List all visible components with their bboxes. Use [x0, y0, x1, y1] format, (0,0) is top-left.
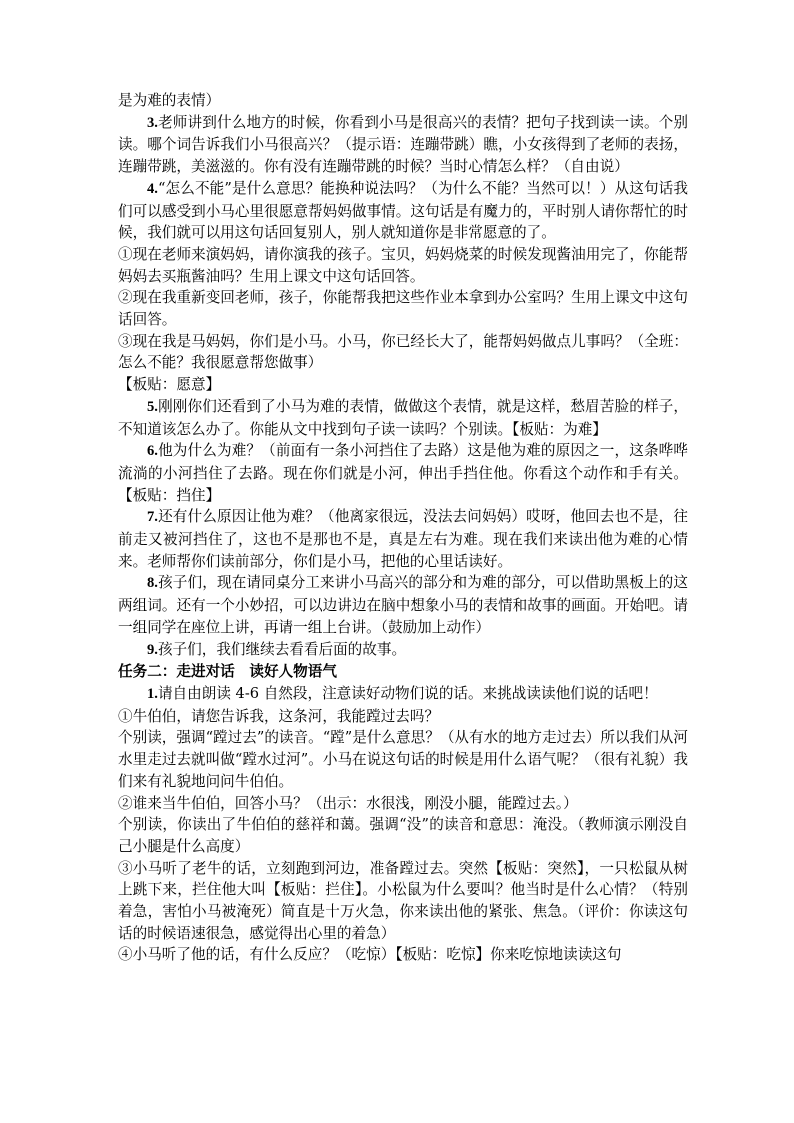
lesson-text [118, 90, 688, 966]
paragraph-continuation: 是为难的表情） [118, 92, 221, 109]
paragraph-text: 刚刚你们还看到了小马为难的表情，做做这个表情，就是这样，愁眉苦脸的样子，不知道该怎么办了。你能从文中找到句子读一读吗？个别读。【板贴：为难】 [118, 397, 688, 438]
dialogue-note-2: 个别读，你读出了牛伯伯的慈祥和蔼。强调“没”的读音和意思：淹没。（教师演示刚没自己小腿是什么高度） [118, 816, 688, 855]
dialogue-note-1: 个别读，强调“蹚过去”的读音。“蹚”是什么意思？（从有水的地方走过去）所以我们从河水里走过去就叫做“蹚水过河”。小马在说这句话的时候是用什么语气呢？（很有礼貌）我们来有礼貌地问问牛伯伯。 [118, 729, 688, 790]
paragraph-step-8 [118, 572, 688, 638]
paragraph-step-4 [118, 178, 688, 244]
paragraph-step-5 [118, 396, 688, 440]
board-note-willing: 【板贴：愿意】 [118, 376, 221, 394]
task-two-heading: 任务二：走进对话 读好人物语气 [118, 663, 337, 681]
step-number: 5. [147, 398, 158, 415]
step-number: 9. [147, 641, 158, 658]
paragraph-text: 孩子们，我们继续去看看后面的故事。 [157, 640, 407, 658]
paragraph-step-3 [118, 112, 688, 178]
paragraph-step-9 [118, 639, 688, 662]
dialogue-item-2: ②谁来当牛伯伯，回答小马？（出示：水很浅，刚没小腿，能蹚过去。） [118, 794, 578, 812]
step-number: 3. [147, 114, 158, 131]
dialogue-item-4: ④小马听了他的话，有什么反应？（吃惊）【板贴：吃惊】你来吃惊地读读这句 [118, 946, 622, 964]
paragraph-text: 孩子们，现在请同桌分工来讲小马高兴的部分和为难的部分，可以借助黑板上的这两组词。还有一个小妙招，可以边讲边在脑中想象小马的表情和故事的画面。开始吧。请一组同学在座位上讲，再请一组上台讲。（鼓励加上动作） [118, 574, 688, 636]
step-number: 1. [147, 685, 158, 702]
paragraph-step-7 [118, 506, 688, 572]
step-number: 6. [147, 443, 158, 460]
step-number: 7. [147, 509, 158, 526]
paragraph-text: 请自由朗读 4-6 自然段，注意读好动物们说的话。来挑战读读他们说的话吧！ [157, 684, 658, 702]
paragraph-text: 他为什么为难？（前面有一条小河挡住了去路）这是他为难的原因之一，这条哗哗流淌的小河挡住了去路。现在你们就是小河，伸出手挡住他。你看这个动作和手有关。【板贴：挡住】 [118, 442, 688, 504]
role-play-item-3: ③现在我是马妈妈，你们是小马。小马，你已经长大了，能帮妈妈做点儿事吗？（全班：怎么不能？我很愿意帮您做事） [118, 332, 688, 372]
dialogue-item-1: ①牛伯伯，请您告诉我，这条河，我能蹚过去吗？ [118, 707, 440, 725]
paragraph-text: 还有什么原因让他为难？（他离家很远，没法去问妈妈）哎呀，他回去也不是，往前走又被河挡住了，这也不是那也不是，真是左右为难。现在我们来读出他为难的心情来。老师帮你们读前部分，你们是小马，把他的心里话读好。 [118, 508, 688, 570]
paragraph-text: 老师讲到什么地方的时候，你看到小马是很高兴的表情？把句子找到读一读。个别读。哪个词告诉我们小马很高兴？（提示语：连蹦带跳）瞧，小女孩得到了老师的表扬，连蹦带跳，美滋滋的。你有没有连蹦带跳的时候？当时心情怎么样？（自由说） [118, 113, 688, 176]
paragraph-step-6 [118, 440, 688, 506]
paragraph-text: “怎么不能”是什么意思？能换种说法吗？（为什么不能？当然可以！）从这句话我们可以感受到小马心里很愿意帮妈妈做事情。这句话是有魔力的，平时别人请你帮忙的时候，我们就可以用这句话回复别人，别人就知道你是非常愿意的了。 [118, 179, 688, 242]
role-play-item-2: ②现在我重新变回老师，孩子，你能帮我把这些作业本拿到办公室吗？生用上课文中这句话回答。 [118, 289, 688, 329]
step-number: 4. [147, 180, 158, 197]
role-play-item-1: ①现在老师来演妈妈，请你演我的孩子。宝贝，妈妈烧菜的时候发现酱油用完了，你能帮妈妈去买瓶酱油吗？生用上课文中这句话回答。 [118, 245, 688, 285]
paragraph-task2-step-1 [118, 683, 688, 706]
dialogue-item-3: ③小马听了老牛的话，立刻跑到河边，准备蹚过去。突然【板贴：突然】，一只松鼠从树上跳下来，拦住他大叫【板贴：拦住】。小松鼠为什么要叫？他当时是什么心情？（特别着急，害怕小马被淹死）简直是十万火急，你来读出他的紧张、焦急。（评价：你读这句话的时候语速很急，感觉得出心里的着急） [118, 859, 688, 942]
step-number: 8. [147, 575, 158, 592]
